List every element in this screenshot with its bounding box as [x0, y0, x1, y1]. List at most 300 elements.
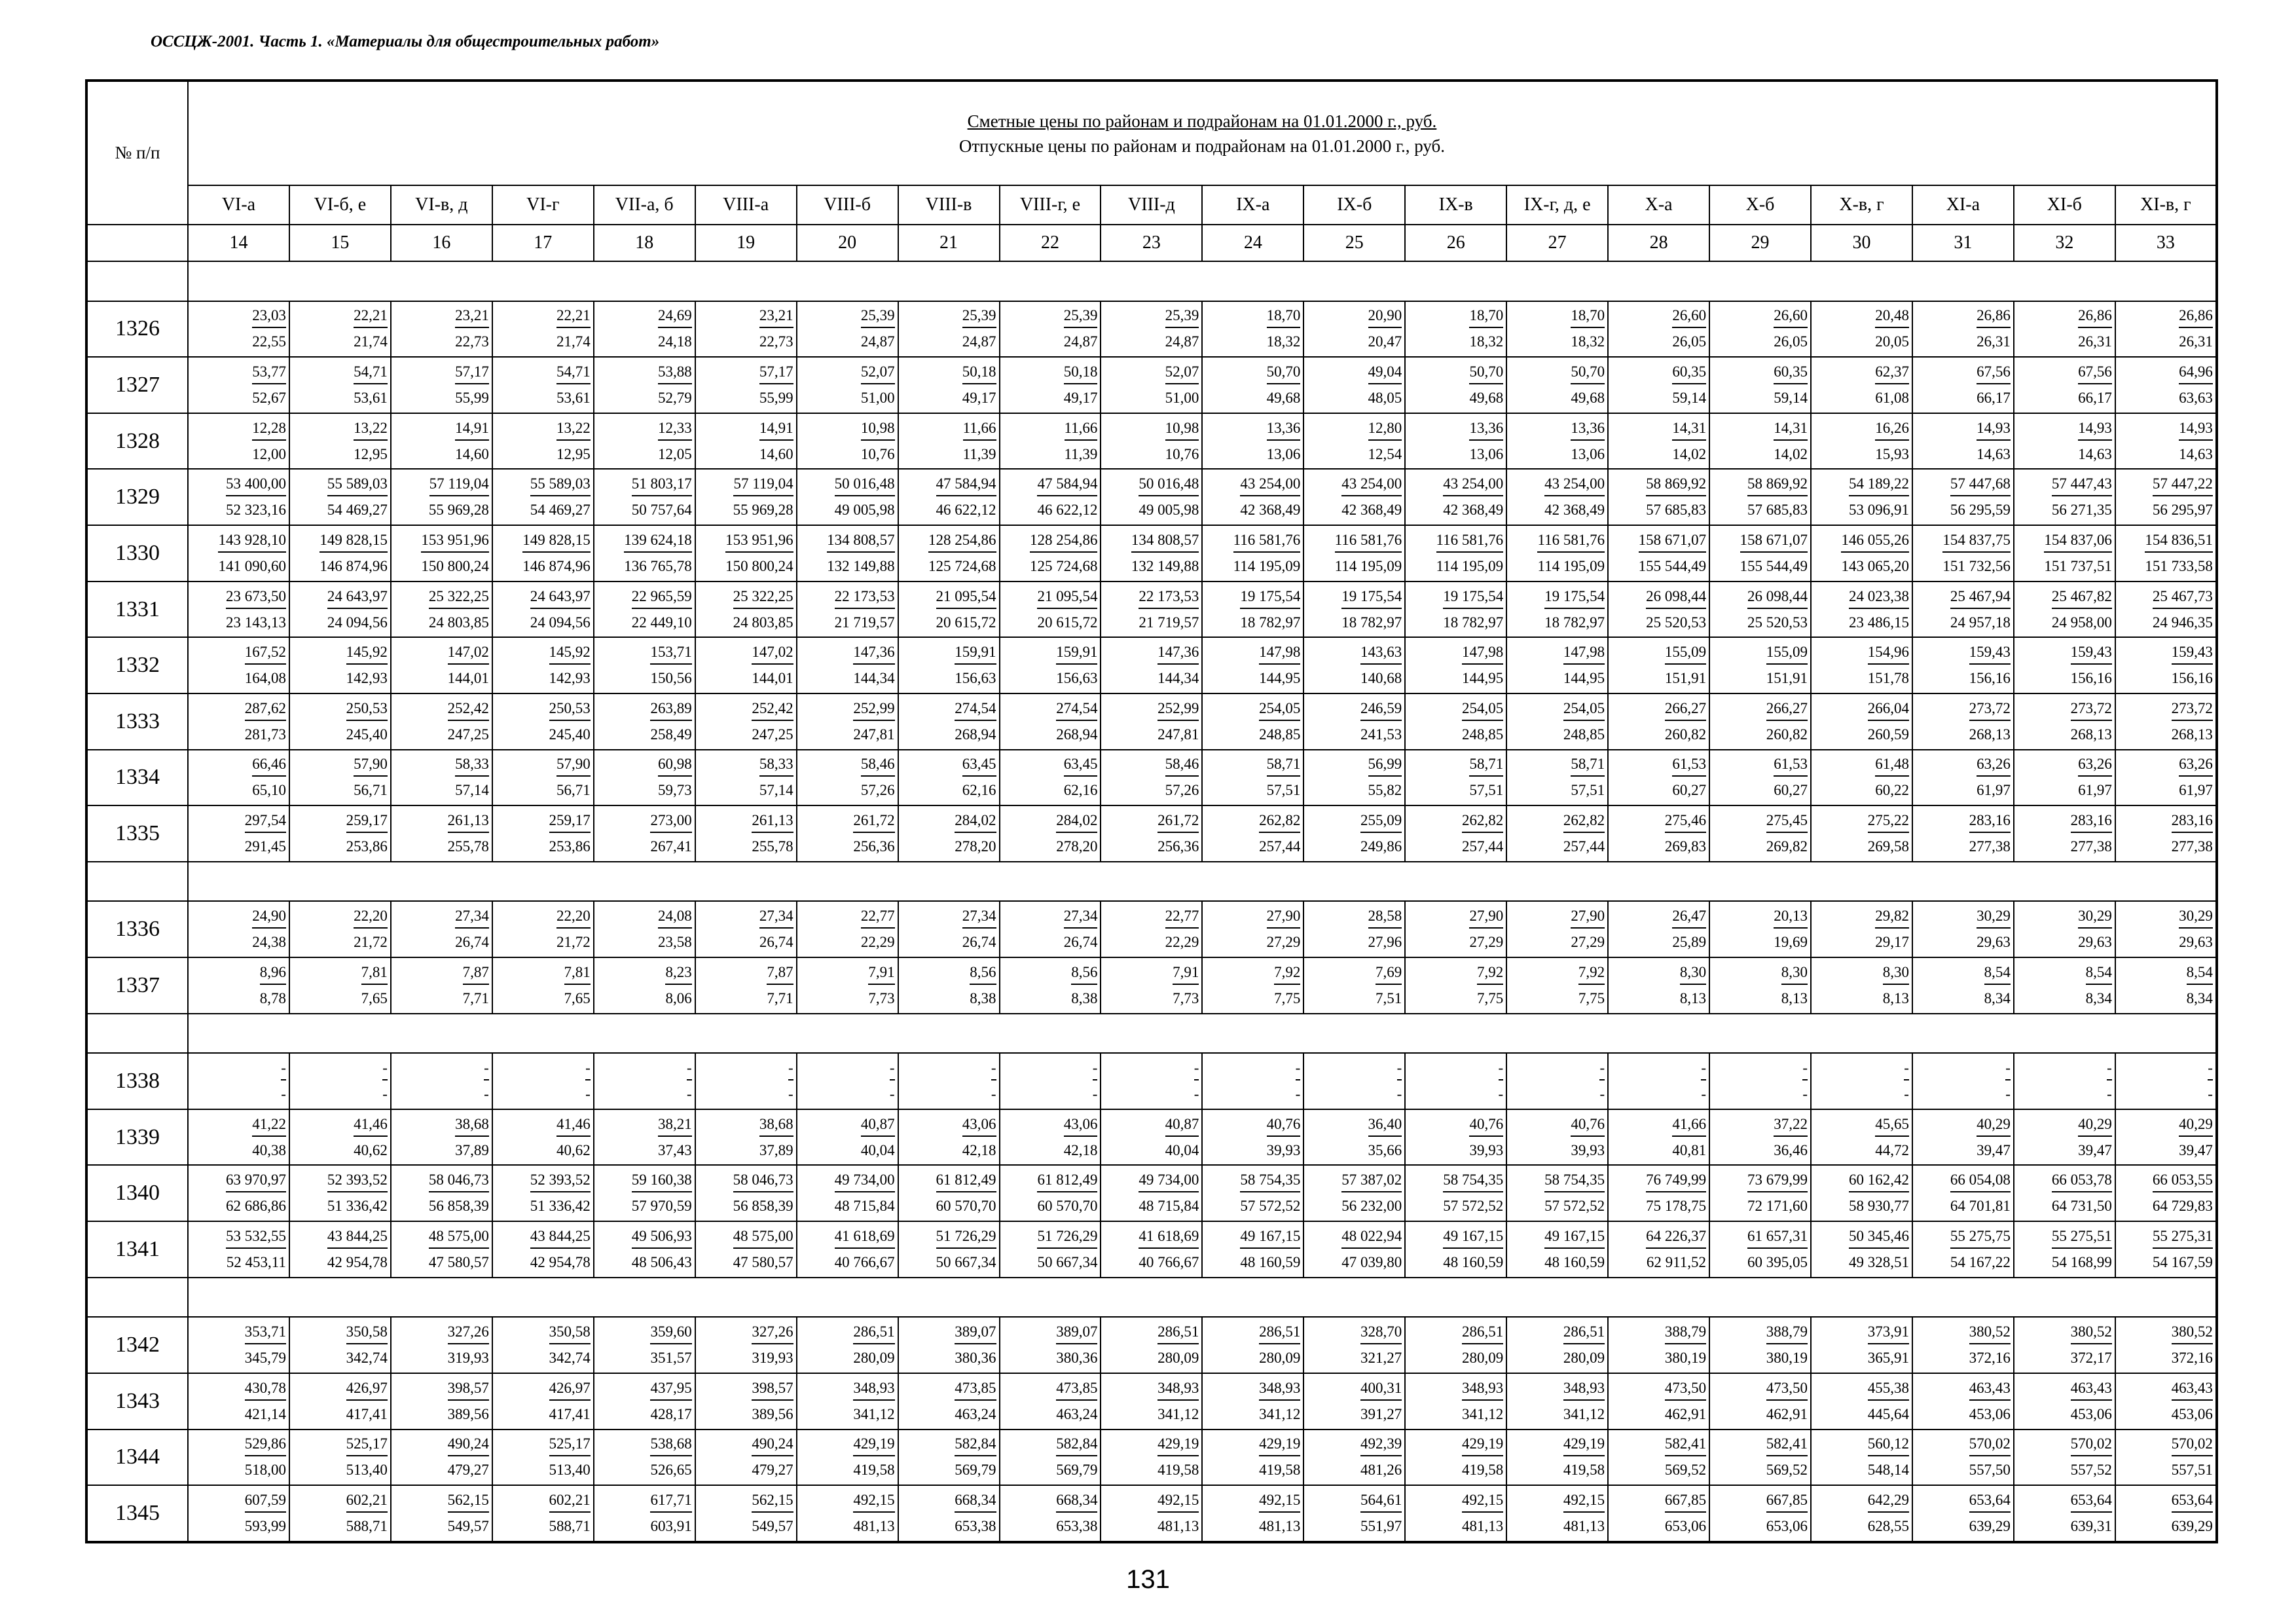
row-number: 1329	[86, 469, 188, 525]
price-cell	[1202, 1221, 1303, 1278]
estimated-price: 57,90	[354, 753, 388, 777]
price-cell	[797, 693, 898, 750]
wholesale-price: 56 858,39	[733, 1198, 793, 1215]
estimated-price: 11,66	[1065, 417, 1098, 441]
price-cell	[1101, 1109, 1202, 1166]
price-cell	[1101, 750, 1202, 806]
estimated-price: 398,57	[448, 1377, 489, 1401]
wholesale-price: 653,06	[1664, 1518, 1707, 1535]
wholesale-price: 125 724,68	[1029, 557, 1098, 574]
estimated-price: 153,71	[650, 641, 691, 665]
wholesale-price: 49,68	[1571, 390, 1605, 406]
estimated-price: 62,37	[1875, 361, 1909, 384]
column-header: VIII-а	[695, 185, 797, 225]
estimated-price: 252,99	[1157, 697, 1199, 721]
price-cell	[1405, 805, 1506, 862]
estimated-price: 50,70	[1571, 361, 1605, 384]
estimated-price: 154,96	[1868, 641, 1909, 665]
estimated-price: 58 754,35	[1240, 1169, 1300, 1192]
estimated-price: 10,98	[861, 417, 895, 441]
price-cell	[1912, 525, 2014, 581]
price-cell	[594, 805, 695, 862]
wholesale-price: 26,74	[1063, 934, 1098, 951]
estimated-price: 8,96	[260, 961, 286, 985]
price-cell	[695, 693, 797, 750]
estimated-price: 134 808,57	[1131, 529, 1199, 553]
wholesale-price: 136 765,78	[624, 557, 692, 574]
wholesale-price: 66,17	[2078, 390, 2112, 406]
estimated-price: 41 618,69	[1139, 1225, 1199, 1249]
price-cell	[1709, 357, 1811, 413]
estimated-price: 50,70	[1267, 361, 1301, 384]
price-cell	[1405, 413, 1506, 470]
price-cell	[1811, 1485, 1912, 1542]
estimated-price: -	[1296, 1057, 1301, 1080]
wholesale-price: 40,38	[252, 1141, 286, 1158]
price-cell	[1811, 1317, 1912, 1373]
wholesale-price: 603,91	[650, 1518, 692, 1535]
price-cell	[2115, 693, 2217, 750]
price-cell	[797, 301, 898, 358]
wholesale-price: 57 572,52	[1240, 1198, 1301, 1215]
estimated-price: -	[484, 1057, 489, 1080]
wholesale-price: 49 328,51	[1848, 1253, 1909, 1270]
price-cell	[1202, 1053, 1303, 1109]
wholesale-price: 50 757,64	[631, 502, 692, 519]
price-cell	[1000, 693, 1101, 750]
estimated-price: -	[1802, 1057, 1808, 1080]
wholesale-price: -	[1396, 1086, 1402, 1102]
price-cell	[1202, 1317, 1303, 1373]
price-cell	[2115, 637, 2217, 693]
wholesale-price: 319,93	[752, 1350, 793, 1367]
estimated-price: -	[687, 1057, 692, 1080]
wholesale-price: 277,38	[1969, 838, 2011, 855]
price-cell	[289, 957, 391, 1014]
wholesale-price: 40,04	[1165, 1141, 1199, 1158]
estimated-price: 21 095,54	[936, 585, 996, 609]
price-cell	[1000, 1430, 1101, 1486]
estimated-price: 41,22	[252, 1113, 286, 1137]
wholesale-price: 39,47	[2179, 1141, 2213, 1158]
wholesale-price: 248,85	[1259, 726, 1301, 743]
column-index: 15	[289, 225, 391, 261]
estimated-price: 266,04	[1868, 697, 1909, 721]
estimated-price: 50 016,48	[835, 473, 895, 496]
price-cell	[188, 1373, 289, 1430]
estimated-price: 58 869,92	[1646, 473, 1706, 496]
wholesale-price: 26,31	[2078, 333, 2112, 350]
price-cell	[1912, 1485, 2014, 1542]
estimated-price: 14,91	[455, 417, 489, 441]
wholesale-price: 48 160,59	[1544, 1253, 1605, 1270]
estimated-price: 58,33	[455, 753, 489, 777]
price-cell	[1000, 301, 1101, 358]
wholesale-price: 54 469,27	[530, 502, 591, 519]
price-cell	[1506, 581, 1608, 638]
estimated-price: 55 275,51	[2052, 1225, 2112, 1249]
price-cell	[695, 1165, 797, 1221]
price-cell	[1303, 750, 1405, 806]
price-cell	[594, 1109, 695, 1166]
estimated-price: 63 970,97	[226, 1169, 286, 1192]
price-cell	[1506, 1430, 1608, 1486]
wholesale-price: 156,63	[1056, 670, 1098, 687]
price-cell	[289, 581, 391, 638]
estimated-price: 429,19	[853, 1433, 894, 1456]
wholesale-price: 164,08	[244, 670, 286, 687]
column-index: 33	[2115, 225, 2217, 261]
estimated-price: 273,72	[1969, 697, 2011, 721]
price-cell	[797, 750, 898, 806]
estimated-price: 27,90	[1469, 905, 1503, 929]
wholesale-price: 319,93	[447, 1350, 489, 1367]
estimated-price: 274,54	[1056, 697, 1097, 721]
wholesale-price: 20,47	[1368, 333, 1402, 350]
price-cell	[797, 469, 898, 525]
wholesale-price: 419,58	[1259, 1462, 1301, 1479]
wholesale-price: 18 782,97	[1544, 614, 1605, 631]
price-cell	[391, 301, 492, 358]
price-cell	[1506, 1373, 1608, 1430]
price-cell	[1506, 469, 1608, 525]
estimated-price: 43 254,00	[1544, 473, 1605, 496]
estimated-price: -	[1599, 1057, 1605, 1080]
price-cell	[1608, 750, 1709, 806]
column-index: 27	[1506, 225, 1608, 261]
wholesale-price: 18 782,97	[1341, 614, 1402, 631]
estimated-price: 134 808,57	[827, 529, 895, 553]
wholesale-price: 8,34	[1984, 989, 2011, 1006]
estimated-price: 28,58	[1368, 905, 1402, 929]
estimated-price: 53,77	[252, 361, 286, 384]
price-table	[85, 79, 2218, 1543]
price-cell	[1101, 1165, 1202, 1221]
column-header: VII-а, б	[594, 185, 695, 225]
wholesale-price: 39,93	[1571, 1141, 1605, 1158]
row-number: 1334	[86, 750, 188, 806]
wholesale-price: 51,00	[860, 390, 895, 406]
price-cell	[391, 1109, 492, 1166]
estimated-price: -	[2107, 1057, 2112, 1080]
estimated-price: 57 119,04	[429, 473, 489, 496]
price-cell	[492, 693, 594, 750]
wholesale-price: -	[2005, 1086, 2011, 1102]
estimated-price: 55 589,03	[530, 473, 591, 496]
estimated-price: -	[890, 1057, 895, 1080]
wholesale-price: 150 800,24	[421, 557, 489, 574]
wholesale-price: 24,87	[1063, 333, 1098, 350]
wholesale-price: 257,44	[1259, 838, 1301, 855]
price-cell	[594, 413, 695, 470]
wholesale-price: 150,56	[650, 670, 692, 687]
price-cell	[1303, 957, 1405, 1014]
price-cell	[594, 1317, 695, 1373]
estimated-price: 146 055,26	[1841, 529, 1909, 553]
estimated-price: 30,29	[1977, 905, 2011, 929]
table-title	[188, 81, 2217, 185]
wholesale-price: 151 733,58	[2145, 557, 2213, 574]
estimated-price: 52,07	[861, 361, 895, 384]
estimated-price: 147,02	[448, 641, 489, 665]
wholesale-price: -	[687, 1086, 692, 1102]
price-cell	[797, 637, 898, 693]
wholesale-price: 419,58	[1157, 1462, 1199, 1479]
wholesale-price: 60,22	[1875, 782, 1909, 799]
wholesale-price: 142,93	[346, 670, 388, 687]
wholesale-price: 419,58	[853, 1462, 895, 1479]
price-cell	[594, 581, 695, 638]
wholesale-price: 260,82	[1664, 726, 1707, 743]
price-cell	[594, 637, 695, 693]
estimated-price: 350,58	[549, 1321, 591, 1344]
wholesale-price: 49 005,98	[834, 502, 895, 519]
wholesale-price: 48 506,43	[631, 1253, 692, 1270]
price-cell	[797, 525, 898, 581]
wholesale-price: 55 969,28	[733, 502, 793, 519]
price-cell	[391, 1485, 492, 1542]
price-cell	[1202, 1430, 1303, 1486]
wholesale-price: 341,12	[1461, 1405, 1504, 1422]
wholesale-price: 57 970,59	[631, 1198, 692, 1215]
estimated-price: 73 679,99	[1747, 1169, 1808, 1192]
price-cell	[1506, 637, 1608, 693]
wholesale-price: 37,89	[759, 1141, 793, 1158]
price-cell	[289, 1373, 391, 1430]
price-cell	[1303, 1109, 1405, 1166]
wholesale-price: -	[788, 1086, 793, 1102]
price-cell	[1811, 413, 1912, 470]
estimated-price: -	[281, 1057, 286, 1080]
wholesale-price: 10,76	[860, 445, 895, 462]
price-cell	[1912, 805, 2014, 862]
estimated-price: 21 095,54	[1037, 585, 1097, 609]
estimated-price: 455,38	[1868, 1377, 1909, 1401]
price-cell	[188, 357, 289, 413]
estimated-price: 20,13	[1774, 905, 1808, 929]
estimated-price: 429,19	[1259, 1433, 1300, 1456]
estimated-price: 261,13	[752, 809, 793, 833]
price-cell	[1303, 1165, 1405, 1221]
wholesale-price: 653,38	[955, 1518, 996, 1535]
estimated-price: 388,79	[1766, 1321, 1808, 1344]
price-cell	[1912, 1165, 2014, 1221]
wholesale-price: 463,24	[1056, 1405, 1098, 1422]
wholesale-price: 47 580,57	[733, 1253, 793, 1270]
wholesale-price: 62 911,52	[1646, 1253, 1707, 1270]
estimated-price: 47 584,94	[936, 473, 996, 496]
price-cell	[1101, 1373, 1202, 1430]
wholesale-price: 551,97	[1360, 1518, 1402, 1535]
wholesale-price: 114 195,09	[1537, 557, 1605, 574]
wholesale-price: 419,58	[1563, 1462, 1605, 1479]
column-header: X-а	[1608, 185, 1709, 225]
price-cell	[1811, 581, 1912, 638]
wholesale-price: 269,83	[1664, 838, 1707, 855]
price-cell	[1811, 637, 1912, 693]
price-cell	[695, 525, 797, 581]
estimated-price: 275,22	[1868, 809, 1909, 833]
wholesale-price: 55,99	[759, 390, 793, 406]
wholesale-price: 49,68	[1266, 390, 1301, 406]
table-row	[86, 525, 2217, 581]
wholesale-price: 7,71	[767, 989, 793, 1006]
wholesale-price: 12,95	[354, 445, 388, 462]
price-cell	[695, 1373, 797, 1430]
wholesale-price: 14,63	[2179, 445, 2213, 462]
wholesale-price: 365,91	[1867, 1350, 1909, 1367]
wholesale-price: 57,51	[1571, 782, 1605, 799]
estimated-price: 653,64	[2071, 1489, 2112, 1513]
estimated-price: 58,46	[1165, 753, 1199, 777]
estimated-price: 37,22	[1774, 1113, 1808, 1137]
wholesale-price: 7,73	[868, 989, 895, 1006]
estimated-price: 58 046,73	[733, 1169, 793, 1192]
row-number: 1331	[86, 581, 188, 638]
price-cell	[1202, 805, 1303, 862]
estimated-price: 13,36	[1267, 417, 1301, 441]
wholesale-price: -	[1295, 1086, 1301, 1102]
estimated-price: 463,43	[1969, 1377, 2011, 1401]
table-row	[86, 957, 2217, 1014]
wholesale-price: -	[585, 1086, 591, 1102]
estimated-price: 26,86	[2179, 304, 2213, 328]
wholesale-price: -	[382, 1086, 388, 1102]
estimated-price: 24 643,97	[530, 585, 591, 609]
price-cell	[1912, 301, 2014, 358]
wholesale-price: 20,05	[1875, 333, 1909, 350]
price-cell	[898, 901, 1000, 957]
estimated-price: 24,08	[658, 905, 692, 929]
price-cell	[289, 805, 391, 862]
price-cell	[1000, 525, 1101, 581]
estimated-price: 473,85	[955, 1377, 996, 1401]
wholesale-price: 24 803,85	[733, 614, 793, 631]
wholesale-price: 557,50	[1969, 1462, 2011, 1479]
wholesale-price: 146 874,96	[522, 557, 591, 574]
estimated-price: 40,29	[2078, 1113, 2112, 1137]
column-header: VIII-г, е	[1000, 185, 1101, 225]
estimated-price: 57 447,22	[2153, 473, 2213, 496]
wholesale-price: 569,79	[1056, 1462, 1098, 1479]
price-cell	[594, 525, 695, 581]
estimated-price: 159,91	[955, 641, 996, 665]
wholesale-price: 49,68	[1469, 390, 1504, 406]
price-cell	[1709, 1221, 1811, 1278]
price-cell	[492, 1373, 594, 1430]
price-cell	[1101, 357, 1202, 413]
price-cell	[2115, 469, 2217, 525]
price-cell	[1405, 637, 1506, 693]
price-cell	[289, 301, 391, 358]
estimated-price: 262,82	[1462, 809, 1503, 833]
wholesale-price: 140,68	[1360, 670, 1402, 687]
estimated-price: 7,87	[463, 961, 489, 985]
wholesale-price: 62,16	[1063, 782, 1098, 799]
price-cell	[594, 1221, 695, 1278]
estimated-price: 61,53	[1672, 753, 1706, 777]
estimated-price: 57 119,04	[733, 473, 793, 496]
column-header: IX-в	[1405, 185, 1506, 225]
price-cell	[1506, 1221, 1608, 1278]
estimated-price: 159,43	[2071, 641, 2112, 665]
row-number: 1341	[86, 1221, 188, 1278]
wholesale-price: 417,41	[346, 1405, 388, 1422]
wholesale-price: 56 295,59	[1950, 502, 2011, 519]
column-header: VI-б, е	[289, 185, 391, 225]
wholesale-price: 50 667,34	[1037, 1253, 1098, 1270]
estimated-price: 252,42	[752, 697, 793, 721]
price-cell	[1709, 901, 1811, 957]
column-header-row	[86, 185, 2217, 225]
wholesale-price: 13,06	[1571, 445, 1605, 462]
price-cell	[1709, 1109, 1811, 1166]
estimated-price: 23,21	[455, 304, 489, 328]
estimated-price: 167,52	[245, 641, 286, 665]
price-cell	[1506, 957, 1608, 1014]
wholesale-price: 321,27	[1360, 1350, 1402, 1367]
wholesale-price: 114 195,09	[1334, 557, 1402, 574]
estimated-price: 58,71	[1469, 753, 1503, 777]
price-cell	[1506, 357, 1608, 413]
price-cell	[898, 525, 1000, 581]
estimated-price: 16,26	[1875, 417, 1909, 441]
estimated-price: 275,45	[1766, 809, 1808, 833]
price-cell	[1202, 1165, 1303, 1221]
row-number: 1326	[86, 301, 188, 358]
wholesale-price: 46 622,12	[936, 502, 996, 519]
price-cell	[1811, 1165, 1912, 1221]
price-cell	[797, 1485, 898, 1542]
wholesale-price: 42 954,78	[327, 1253, 388, 1270]
estimated-price: 255,09	[1360, 809, 1402, 833]
estimated-price: 36,40	[1368, 1113, 1402, 1137]
price-cell	[2115, 1430, 2217, 1486]
wholesale-price: 12,95	[556, 445, 591, 462]
estimated-price: 7,91	[868, 961, 894, 985]
price-cell	[594, 1485, 695, 1542]
price-cell	[1405, 525, 1506, 581]
estimated-price: 25 322,25	[733, 585, 793, 609]
wholesale-price: 247,25	[447, 726, 489, 743]
wholesale-price: 64 731,50	[2051, 1198, 2112, 1215]
wholesale-price: 8,34	[2085, 989, 2112, 1006]
price-cell	[188, 750, 289, 806]
row-number: 1338	[86, 1053, 188, 1109]
price-cell	[1506, 1165, 1608, 1221]
estimated-price: 22 965,59	[632, 585, 692, 609]
price-cell	[492, 301, 594, 358]
wholesale-price: 24,18	[657, 333, 692, 350]
wholesale-price: 61,97	[2179, 782, 2213, 799]
wholesale-price: 151,91	[1664, 670, 1707, 687]
price-cell	[1506, 1317, 1608, 1373]
price-cell	[1405, 1221, 1506, 1278]
estimated-price: 27,34	[962, 905, 996, 929]
wholesale-price: 54 168,99	[2051, 1253, 2112, 1270]
wholesale-price: 56,71	[354, 782, 388, 799]
column-index-empty	[86, 225, 188, 261]
price-cell	[1506, 525, 1608, 581]
price-cell	[188, 1053, 289, 1109]
estimated-price: 286,51	[1462, 1321, 1503, 1344]
estimated-price: 58 869,92	[1747, 473, 1808, 496]
estimated-price: 41,66	[1672, 1113, 1706, 1137]
price-cell	[391, 357, 492, 413]
estimated-price: 40,29	[2179, 1113, 2213, 1137]
wholesale-price: 151 737,51	[2044, 557, 2112, 574]
wholesale-price: 58 930,77	[1848, 1198, 1909, 1215]
